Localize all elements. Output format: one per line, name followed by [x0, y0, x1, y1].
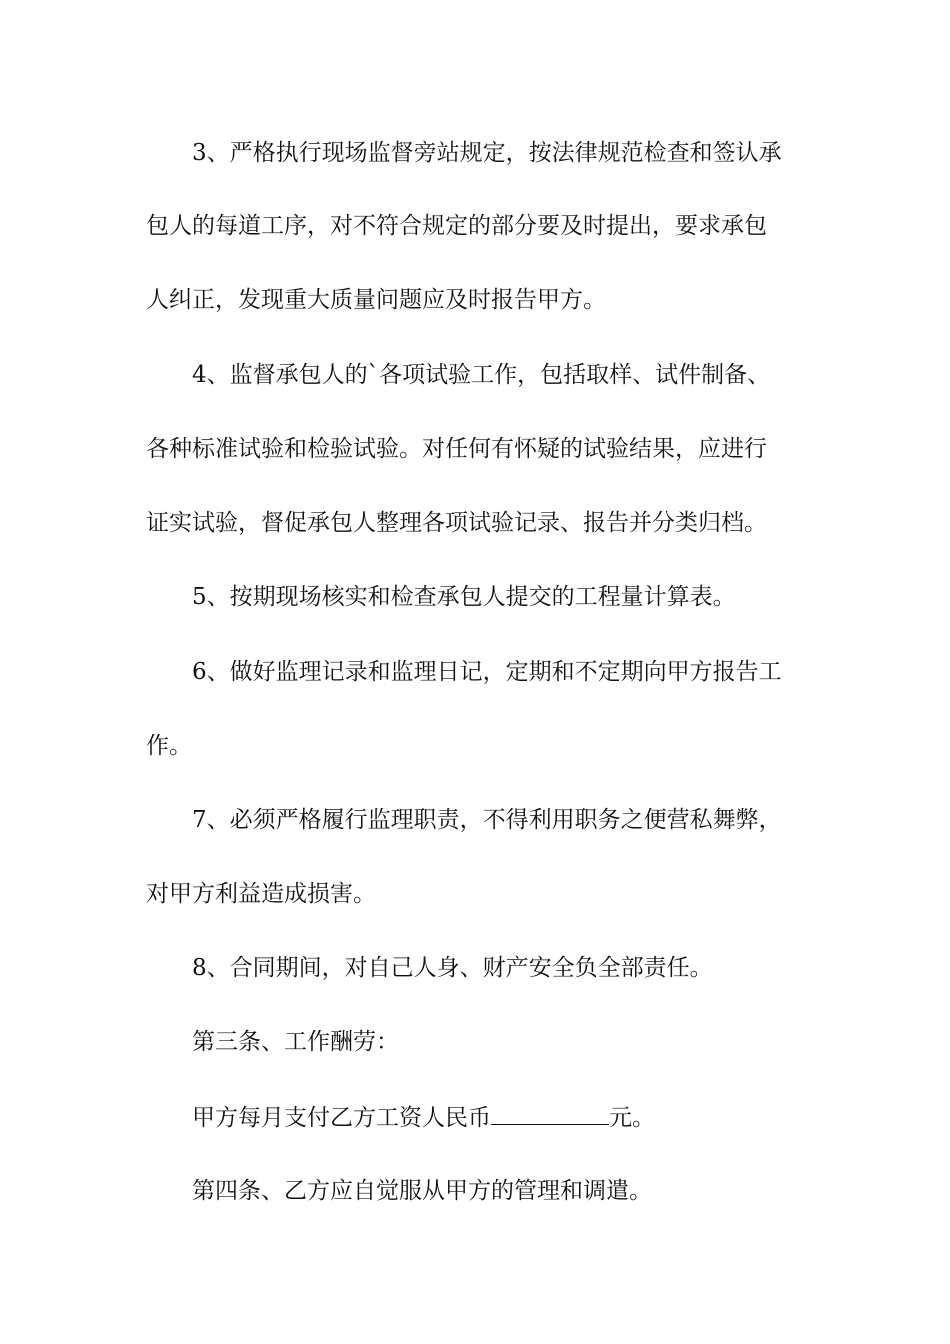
paragraph-8-line-1: 8、合同期间，对自己人身、财产安全负全部责任。	[192, 955, 713, 981]
paragraph-4-line-1: 4、监督承包人的`各项试验工作，包括取样、试件制备、	[192, 362, 771, 388]
salary-text-after: 元。	[609, 1105, 655, 1131]
salary-amount-blank[interactable]	[491, 1102, 609, 1125]
paragraph-4-line-3: 证实试验，督促承包人整理各项试验记录、报告并分类归档。	[146, 510, 767, 536]
salary-text-before: 甲方每月支付乙方工资人民币	[192, 1105, 491, 1131]
paragraph-7-line-1: 7、必须严格履行监理职责，不得利用职务之便营私舞弊，	[192, 807, 782, 833]
article-4-line-1: 第四条、乙方应自觉服从甲方的管理和调遣。	[192, 1178, 652, 1204]
salary-line	[192, 1102, 862, 1133]
paragraph-3-line-3: 人纠正，发现重大质量问题应及时报告甲方。	[146, 287, 606, 313]
article-3-heading: 第三条、工作酬劳：	[192, 1029, 399, 1055]
paragraph-3-line-2: 包人的每道工序，对不符合规定的部分要及时提出，要求承包	[146, 213, 767, 239]
paragraph-4-line-2: 各种标准试验和检验试验。对任何有怀疑的试验结果，应进行	[146, 436, 767, 462]
paragraph-6-line-1: 6、做好监理记录和监理日记，定期和不定期向甲方报告工	[192, 659, 782, 685]
paragraph-3-line-1: 3、严格执行现场监督旁站规定，按法律规范检查和签认承	[192, 140, 782, 166]
paragraph-7-line-2: 对甲方利益造成损害。	[146, 881, 376, 907]
paragraph-5-line-1: 5、按期现场核实和检查承包人提交的工程量计算表。	[192, 584, 736, 610]
paragraph-6-line-2: 作。	[146, 733, 192, 759]
